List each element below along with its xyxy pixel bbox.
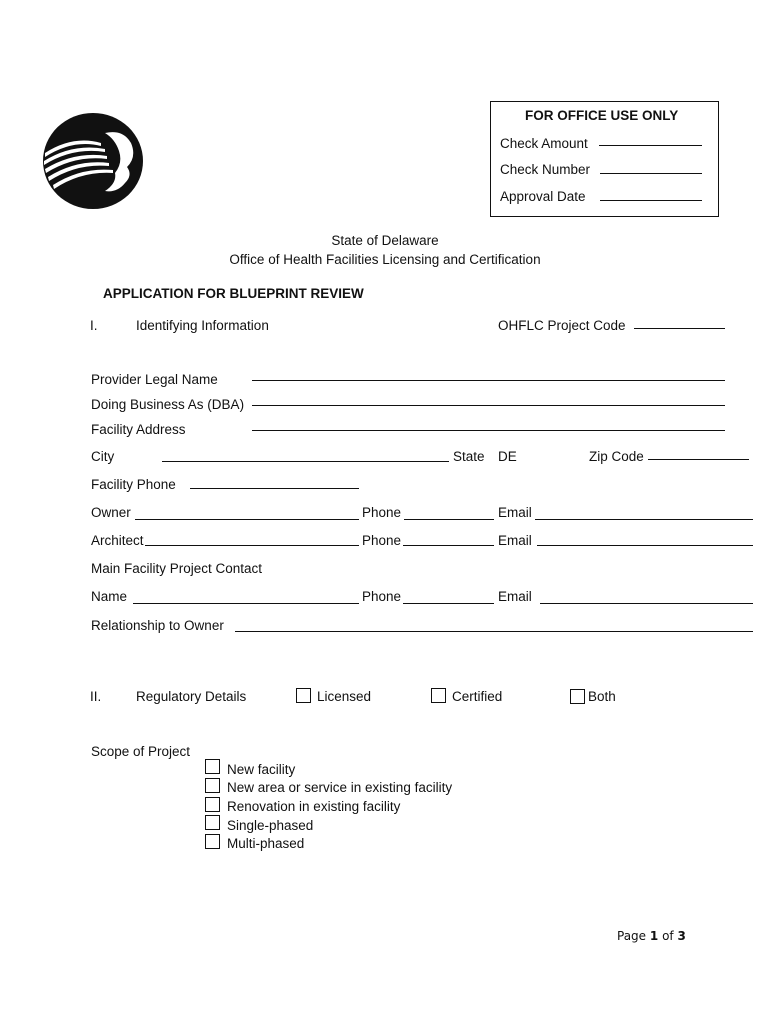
- architect-label: Architect: [91, 533, 144, 548]
- owner-email-field[interactable]: [535, 519, 753, 520]
- section2-numeral: II.: [90, 689, 102, 704]
- single-phased-label: Single-phased: [227, 818, 314, 833]
- office-use-title: FOR OFFICE USE ONLY: [525, 108, 679, 123]
- architect-phone-label: Phone: [362, 533, 402, 548]
- city-label: City: [91, 449, 115, 464]
- single-phased-checkbox[interactable]: [205, 815, 220, 830]
- contact-phone-label: Phone: [362, 589, 402, 604]
- new-facility-label: New facility: [227, 762, 296, 777]
- contact-email-label: Email: [498, 589, 532, 604]
- office-heading: Office of Health Facilities Licensing and Certification: [229, 252, 541, 267]
- facility-address-label: Facility Address: [91, 422, 186, 437]
- contact-phone-field[interactable]: [403, 603, 494, 604]
- contact-name-field[interactable]: [133, 603, 359, 604]
- owner-email-label: Email: [498, 505, 532, 520]
- page-indicator: [617, 929, 686, 943]
- facility-address-field[interactable]: [252, 430, 725, 431]
- certified-label: Certified: [452, 689, 503, 704]
- check-amount-field[interactable]: [599, 145, 702, 146]
- architect-email-label: Email: [498, 533, 532, 548]
- owner-field[interactable]: [135, 519, 359, 520]
- form-title: APPLICATION FOR BLUEPRINT REVIEW: [103, 286, 364, 301]
- provider-name-field[interactable]: [252, 380, 725, 381]
- architect-field[interactable]: [145, 545, 359, 546]
- scope-label: Scope of Project: [91, 744, 191, 759]
- zip-field[interactable]: [648, 459, 749, 460]
- multi-phased-label: Multi-phased: [227, 836, 305, 851]
- state-value: DE: [498, 449, 517, 464]
- relationship-field[interactable]: [235, 631, 753, 632]
- facility-phone-field[interactable]: [190, 488, 359, 489]
- licensed-checkbox[interactable]: [296, 688, 311, 703]
- project-code-field[interactable]: [634, 328, 725, 329]
- page-total: 3: [677, 929, 686, 943]
- dba-field[interactable]: [252, 405, 725, 406]
- section1-numeral: I.: [90, 318, 98, 333]
- main-contact-label: Main Facility Project Contact: [91, 561, 263, 576]
- new-facility-checkbox[interactable]: [205, 759, 220, 774]
- renovation-checkbox[interactable]: [205, 797, 220, 812]
- owner-label: Owner: [91, 505, 131, 520]
- city-field[interactable]: [162, 461, 449, 462]
- relationship-label: Relationship to Owner: [91, 618, 224, 633]
- licensed-label: Licensed: [317, 689, 372, 704]
- architect-email-field[interactable]: [537, 545, 753, 546]
- check-number-label: Check Number: [500, 162, 591, 177]
- section2-title: Regulatory Details: [136, 689, 247, 704]
- agency-logo: [43, 113, 143, 209]
- provider-name-label: Provider Legal Name: [91, 372, 218, 387]
- zip-label: Zip Code: [589, 449, 644, 464]
- certified-checkbox[interactable]: [431, 688, 446, 703]
- approval-date-field[interactable]: [600, 200, 702, 201]
- approval-date-label: Approval Date: [500, 189, 586, 204]
- project-code-label: OHFLC Project Code: [498, 318, 626, 333]
- section1-title: Identifying Information: [136, 318, 269, 333]
- state-heading: State of Delaware: [331, 233, 439, 248]
- dba-label: Doing Business As (DBA): [91, 397, 245, 412]
- architect-phone-field[interactable]: [403, 545, 494, 546]
- new-area-label: New area or service in existing facility: [227, 780, 453, 795]
- renovation-label: Renovation in existing facility: [227, 799, 401, 814]
- state-label: State: [453, 449, 485, 464]
- multi-phased-checkbox[interactable]: [205, 834, 220, 849]
- page-prefix: Page: [617, 929, 647, 943]
- page-number: 1: [649, 929, 659, 943]
- both-label: Both: [588, 689, 616, 704]
- check-number-field[interactable]: [600, 173, 702, 174]
- contact-email-field[interactable]: [540, 603, 753, 604]
- new-area-checkbox[interactable]: [205, 778, 220, 793]
- both-checkbox[interactable]: [570, 689, 585, 704]
- owner-phone-label: Phone: [362, 505, 402, 520]
- contact-name-label: Name: [91, 589, 128, 604]
- check-amount-label: Check Amount: [500, 136, 588, 151]
- facility-phone-label: Facility Phone: [91, 477, 176, 492]
- owner-phone-field[interactable]: [404, 519, 494, 520]
- page-of: of: [662, 929, 674, 943]
